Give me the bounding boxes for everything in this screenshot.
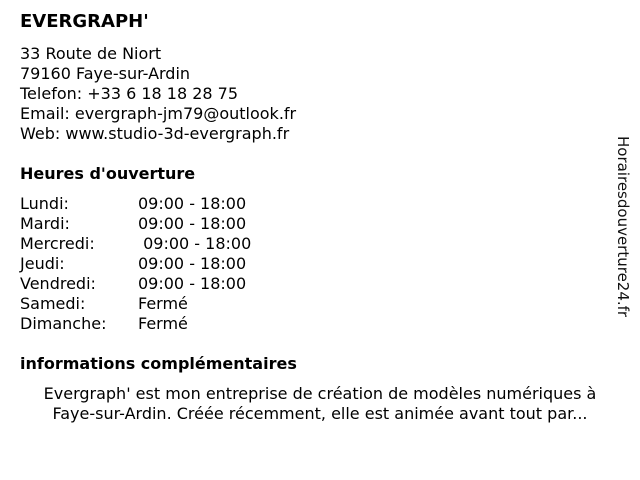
- hours-row-dimanche: [20, 314, 251, 334]
- day-hours: 09:00 - 18:00: [138, 254, 247, 273]
- day-label: Vendredi:: [20, 274, 96, 293]
- address-street: 33 Route de Niort: [20, 44, 162, 63]
- hours-row-samedi: [20, 294, 251, 314]
- day-hours: Fermé: [138, 314, 188, 333]
- day-label: Mercredi:: [20, 234, 95, 253]
- day-hours: 09:00 - 18:00: [138, 274, 247, 293]
- day-hours: Fermé: [138, 294, 188, 313]
- day-label: Dimanche:: [20, 314, 107, 333]
- day-label: Samedi:: [20, 294, 86, 313]
- day-hours: 09:00 - 18:00: [138, 194, 247, 213]
- hours-row-mercredi: [20, 234, 251, 254]
- description-line-2: Faye-sur-Ardin. Créée récemment, elle est animée avant tout par...: [52, 404, 588, 423]
- day-label: Mardi:: [20, 214, 70, 233]
- day-hours: 09:00 - 18:00: [138, 234, 252, 253]
- day-hours: 09:00 - 18:00: [138, 214, 247, 233]
- day-label: Lundi:: [20, 194, 69, 213]
- hours-row-lundi: [20, 194, 251, 214]
- hours-row-jeudi: [20, 254, 251, 274]
- description-text: [20, 384, 620, 424]
- business-name: EVERGRAPH': [20, 11, 149, 32]
- hours-heading: Heures d'ouverture: [20, 164, 196, 183]
- contact-block: [20, 44, 296, 144]
- hours-row-vendredi: [20, 274, 251, 294]
- hours-row-mardi: [20, 214, 251, 234]
- address-city: 79160 Faye-sur-Ardin: [20, 64, 191, 83]
- email-address: Email: evergraph-jm79@outlook.fr: [20, 104, 297, 123]
- website: Web: www.studio-3d-evergraph.fr: [20, 124, 290, 143]
- description-line-1: Evergraph' est mon entreprise de création de modèles numériques à: [43, 384, 597, 403]
- day-label: Jeudi:: [20, 254, 65, 273]
- phone-number: Telefon: +33 6 18 18 28 75: [20, 84, 239, 103]
- watermark-label: Horairesdouverture24.fr: [614, 136, 632, 318]
- info-heading: informations complémentaires: [20, 354, 297, 373]
- hours-table: [20, 194, 251, 334]
